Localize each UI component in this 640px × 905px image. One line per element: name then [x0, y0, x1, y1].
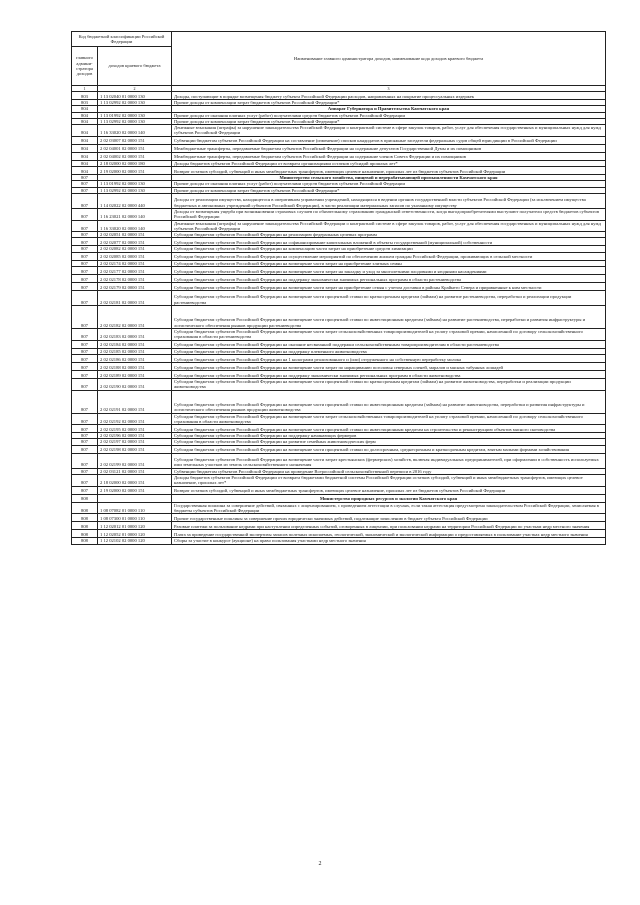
- table-row: [72, 370, 606, 378]
- revenue-code-cell: 1 13 02040 01 0000 130: [98, 92, 172, 100]
- revenue-codes-table: [71, 31, 606, 545]
- revenue-name-cell: Субвенции бюджетам субъектов Российской Федерации на составление (изменение) списков кандидатов в присяжные заседатели федеральных судов общей юрисдикции в Российской Федерации: [172, 136, 606, 144]
- revenue-code-cell: 2 02 02085 02 0000 151: [98, 252, 172, 260]
- revenue-code-cell: 1 13 02992 02 0000 130: [98, 100, 172, 106]
- revenue-code-cell: 2 02 02082 02 0000 151: [98, 246, 172, 252]
- admin-code-cell: 804: [72, 152, 98, 160]
- admin-code-cell: 804: [72, 112, 98, 118]
- revenue-code-cell: 1 08 07082 01 0000 110: [98, 502, 172, 514]
- revenue-code-cell: 2 18 02000 02 0000 151: [98, 475, 172, 487]
- revenue-name-cell: Субсидии бюджетам субъектов Российской Федерации на поддержку начинающих фермеров: [172, 433, 606, 439]
- revenue-name-cell: Государственная пошлина за совершение действий, связанных с лицензированием, с проведением аттестации в случаях, если такая аттестация предусмотрена законодательством Российской Федерации, зачисляемая в бюджеты субъектов Российской Федерации: [172, 502, 606, 514]
- table-row: [72, 193, 606, 208]
- admin-code-cell: 807: [72, 370, 98, 378]
- admin-code-cell: 804: [72, 160, 98, 166]
- revenue-code-cell: 2 02 04002 02 0000 151: [98, 152, 172, 160]
- table-row: [72, 538, 606, 544]
- revenue-name-cell: Сборы за участие в конкурсе (аукционе) на право пользования участками недр местного значения: [172, 538, 606, 544]
- revenue-code-cell: 2 02 02178 02 0000 151: [98, 275, 172, 283]
- revenue-name-cell: Межбюджетные трансферты, передаваемые бюджетам субъектов Российской Федерации на содержание депутатов Государственной Думы и их помощников: [172, 144, 606, 152]
- admin-code-cell: 807: [72, 232, 98, 238]
- column-number-2: 2: [98, 86, 172, 92]
- admin-code-cell: 803: [72, 100, 98, 106]
- revenue-code-cell: 2 02 02196 02 0000 151: [98, 433, 172, 439]
- table-row: [72, 152, 606, 160]
- table-row: [72, 167, 606, 175]
- revenue-name-cell: Субвенции бюджетам субъектов Российской Федерации на проведение Всероссийской сельскохозяйственной переписи в 2016 году: [172, 468, 606, 474]
- table-row: [72, 514, 606, 522]
- revenue-name-cell: Прочие доходы от компенсации затрат бюджетов субъектов Российской Федерации*: [172, 118, 606, 124]
- admin-code-cell: 808: [72, 538, 98, 544]
- revenue-name-cell: Возврат остатков субсидий, субвенций и иных межбюджетных трансфертов, имеющих целевое назначение, прошлых лет из бюджетов субъектов Российской Федерации: [172, 486, 606, 494]
- admin-code-cell: 804: [72, 144, 98, 152]
- revenue-code-cell: 1 16 33020 02 0000 140: [98, 220, 172, 232]
- revenue-code-cell: 2 02 02184 02 0000 151: [98, 340, 172, 348]
- admin-code-cell: 807: [72, 208, 98, 220]
- table-row: [72, 275, 606, 283]
- revenue-name-cell: Субсидии бюджетам субъектов Российской Федерации на оказание несвязанной поддержки сельскохозяйственным товаропроизводителям в области растениеводства: [172, 340, 606, 348]
- revenue-code-cell: 2 02 04001 02 0000 151: [98, 144, 172, 152]
- table-row: [72, 378, 606, 390]
- revenue-code-cell: 1 12 02052 01 0000 120: [98, 530, 172, 538]
- revenue-name-cell: Прочие доходы от компенсации затрат бюджетов субъектов Российской Федерации*: [172, 100, 606, 106]
- admin-code-cell: 807: [72, 193, 98, 208]
- revenue-code-cell: 2 02 02051 02 0000 151: [98, 232, 172, 238]
- admin-code-cell: 804: [72, 125, 98, 137]
- admin-code-cell: 807: [72, 413, 98, 425]
- revenue-name-cell: Субсидии бюджетам субъектов Российской Федерации на реализацию федеральных целевых программ: [172, 232, 606, 238]
- page-number: 2: [318, 861, 322, 867]
- revenue-name-cell: Субсидии бюджетам субъектов Российской Федерации на возмещение части затрат на приобретение семян с учетом доставки в районы Крайнего Севера и приравненные к ним местности: [172, 283, 606, 291]
- admin-code-cell: 807: [72, 181, 98, 187]
- admin-code-cell: 807: [72, 439, 98, 445]
- revenue-code-cell: 1 16 23021 02 0000 140: [98, 208, 172, 220]
- revenue-name-cell: Субсидии бюджетам субъектов Российской Федерации на софинансирование капитальных вложений в объекты государственной (муниципальной) собственности: [172, 238, 606, 246]
- revenue-name-cell: Субсидии бюджетам субъектов Российской Федерации на возмещение части процентной ставки по инвестиционным кредитам на строительство и реконструкцию объектов мясного скотоводства: [172, 425, 606, 433]
- revenue-name-cell: Аппарат Губернатора и Правительства Камчатского края: [172, 106, 606, 112]
- admin-code-cell: 803: [72, 92, 98, 100]
- table-row: [72, 413, 606, 425]
- admin-code-cell: 804: [72, 118, 98, 124]
- header-group-title: Код бюджетной классификации Российской Федерации: [72, 32, 172, 47]
- admin-code-cell: 804: [72, 167, 98, 175]
- revenue-name-cell: Прочие доходы от компенсации затрат бюджетов субъектов Российской Федерации*: [172, 187, 606, 193]
- admin-code-cell: 807: [72, 475, 98, 487]
- revenue-name-cell: Субсидии бюджетам субъектов Российской Федерации на поддержку экономически значимых региональных программ в области растениеводства: [172, 275, 606, 283]
- revenue-name-cell: Субсидии бюджетам субъектов Российской Федерации на возмещение части затрат на приобретение элитных семян: [172, 260, 606, 266]
- revenue-name-cell: Субсидии бюджетам субъектов Российской Федерации на возмещение части затрат на закладку и уход за многолетними плодовыми и ягодными насаждениями: [172, 267, 606, 275]
- admin-code-cell: 807: [72, 238, 98, 246]
- admin-code-cell: 807: [72, 291, 98, 306]
- header-row-group: [72, 32, 606, 47]
- table-row: [72, 267, 606, 275]
- revenue-name-cell: Субсидии бюджетам субъектов Российской Федерации на осуществление мероприятий по обеспечению жильем граждан Российской Федерации, проживающих в сельской местности: [172, 252, 606, 260]
- table-row: [72, 92, 606, 100]
- revenue-name-cell: Субсидии бюджетам субъектов Российской Федерации на возмещение части затрат сельскохозяйственных товаропроизводителей на уплату страховой премии, начисленной по договору сельскохозяйственного страхования в области растениеводства: [172, 329, 606, 341]
- revenue-code-cell: 2 02 02185 02 0000 151: [98, 348, 172, 354]
- admin-code-cell: 807: [72, 340, 98, 348]
- revenue-code-cell: 2 02 02174 02 0000 151: [98, 260, 172, 266]
- revenue-code-cell: 2 02 02077 02 0000 151: [98, 238, 172, 246]
- revenue-name-cell: Межбюджетные трансферты, передаваемые бюджетам субъектов Российской Федерации на содержание членов Совета Федерации и их помощников: [172, 152, 606, 160]
- admin-code-cell: 807: [72, 486, 98, 494]
- admin-code-cell: 807: [72, 362, 98, 370]
- admin-code-cell: 807: [72, 187, 98, 193]
- admin-code-cell: 807: [72, 348, 98, 354]
- revenue-name-cell: Субсидии бюджетам субъектов Российской Федерации на 1 килограмм реализованного и (или) отгруженного на собственную переработку молока: [172, 354, 606, 362]
- header-name-column: Наименование главного администратора доходов, наименование кода доходов краевого бюджета: [172, 32, 606, 86]
- revenue-code-cell: 2 02 02183 02 0000 151: [98, 329, 172, 341]
- section-row: [72, 494, 606, 502]
- revenue-code-cell: 2 02 02189 02 0000 151: [98, 370, 172, 378]
- revenue-code-cell: 2 02 02182 02 0000 151: [98, 306, 172, 329]
- revenue-name-cell: Субсидии бюджетам субъектов Российской Федерации на возмещение части затрат крестьянских (фермерских) хозяйств, включая индивидуальных предпринимателей, при оформлении в собственность используемых ими земельных участков из земель сельскохозяйственного назначения: [172, 453, 606, 468]
- table-row: [72, 220, 606, 232]
- admin-code-cell: 807: [72, 468, 98, 474]
- revenue-name-cell: Разовые платежи за пользование недрами при наступлении определенных событий, оговоренных в лицензии, при пользовании недрами на территории Российской Федерации по участкам недр местного значения: [172, 522, 606, 530]
- table-row: [72, 502, 606, 514]
- revenue-name-cell: Прочие доходы от оказания платных услуг (работ) получателями средств бюджетов субъектов Российской Федерации: [172, 181, 606, 187]
- table-row: [72, 144, 606, 152]
- revenue-code-cell: 2 02 02177 02 0000 151: [98, 267, 172, 275]
- admin-code-cell: 807: [72, 390, 98, 413]
- table-row: [72, 306, 606, 329]
- revenue-name-cell: Доходы от реализации имущества, находящегося в оперативном управлении учреждений, находящихся в ведении органов государственной власти субъектов Российской Федерации (за исключением имущества бюджетных и автономных учреждений субъектов Российской Федерации), в части реализации материальных запасов по указанному имуществу: [172, 193, 606, 208]
- revenue-code-cell: 2 02 02190 02 0000 151: [98, 378, 172, 390]
- revenue-name-cell: Субсидии бюджетам субъектов Российской Федерации на возмещение части процентной ставки по долгосрочным, среднесрочным и краткосрочным кредитам, взятым малыми формами хозяйствования: [172, 445, 606, 453]
- table-row: [72, 252, 606, 260]
- admin-code-cell: 807: [72, 425, 98, 433]
- revenue-name-cell: Субсидии бюджетам субъектов Российской Федерации на возмещение части затрат сельскохозяйственных товаропроизводителей на уплату страховой премии, начисленной по договору сельскохозяйственного страхования в области животноводства: [172, 413, 606, 425]
- admin-code-cell: 808: [72, 494, 98, 502]
- revenue-code-cell: 1 13 02992 02 0000 130: [98, 187, 172, 193]
- revenue-code-cell: 2 02 02195 02 0000 151: [98, 425, 172, 433]
- revenue-name-cell: Субсидии бюджетам субъектов Российской Федерации на возмещение части затрат по наращиванию поголовья северных оленей, маралов и мясных табунных лошадей: [172, 362, 606, 370]
- table-row: [72, 329, 606, 341]
- revenue-name-cell: Возврат остатков субсидий, субвенций и иных межбюджетных трансфертов, имеющих целевое назначение, прошлых лет из бюджетов субъектов Российской Федерации: [172, 167, 606, 175]
- revenue-code-cell: 1 16 33020 02 0000 140: [98, 125, 172, 137]
- header-code-column: доходов краевого бюджета: [98, 47, 172, 86]
- table-row: [72, 425, 606, 433]
- revenue-code-cell: 2 02 02199 02 0000 151: [98, 453, 172, 468]
- admin-code-cell: 807: [72, 445, 98, 453]
- revenue-code-cell: 1 12 02102 02 0000 120: [98, 538, 172, 544]
- admin-code-cell: 807: [72, 283, 98, 291]
- revenue-code-cell: 1 12 02012 01 0000 120: [98, 522, 172, 530]
- table-row: [72, 362, 606, 370]
- revenue-code-cell: [98, 494, 172, 502]
- admin-code-cell: 807: [72, 354, 98, 362]
- table-row: [72, 136, 606, 144]
- revenue-name-cell: Денежные взыскания (штрафы) за нарушение законодательства Российской Федерации о контрактной системе в сфере закупок товаров, работ, услуг для обеспечения государственных и муниципальных нужд для нужд субъектов Российской Федерации: [172, 125, 606, 137]
- table-row: [72, 522, 606, 530]
- revenue-name-cell: Доходы от возмещения ущерба при возникновении страховых случаев по обязательному страхованию гражданской ответственности, когда выгодоприобретателями выступают получатели средств бюджетов субъектов Российской Федерации: [172, 208, 606, 220]
- admin-code-cell: 807: [72, 246, 98, 252]
- revenue-code-cell: 2 02 02191 02 0000 151: [98, 390, 172, 413]
- admin-code-cell: 807: [72, 275, 98, 283]
- table-row: [72, 445, 606, 453]
- admin-code-cell: 807: [72, 252, 98, 260]
- table-row: [72, 453, 606, 468]
- admin-code-cell: 807: [72, 175, 98, 181]
- revenue-code-cell: 2 18 02000 02 0000 180: [98, 160, 172, 166]
- revenue-code-cell: 1 13 02992 02 0000 130: [98, 118, 172, 124]
- admin-code-cell: 808: [72, 502, 98, 514]
- admin-code-cell: 807: [72, 453, 98, 468]
- revenue-name-cell: Субсидии бюджетам субъектов Российской Федерации на возмещение части процентной ставки по краткосрочным кредитам (займам) на развитие животноводства, переработки и реализации продукции животноводства: [172, 378, 606, 390]
- revenue-name-cell: Плата за проведение государственной экспертизы запасов полезных ископаемых, геологической, экономической и экологической информации о предоставляемых в пользование участках недр местного значения: [172, 530, 606, 538]
- admin-code-cell: 804: [72, 106, 98, 112]
- admin-code-cell: 808: [72, 522, 98, 530]
- revenue-codes-sheet: [71, 31, 605, 545]
- revenue-code-cell: 2 02 02181 02 0000 151: [98, 291, 172, 306]
- table-row: [72, 390, 606, 413]
- revenue-code-cell: 2 02 02186 02 0000 151: [98, 354, 172, 362]
- table-row: [72, 208, 606, 220]
- table-row: [72, 354, 606, 362]
- revenue-code-cell: 1 08 07300 01 0000 110: [98, 514, 172, 522]
- revenue-code-cell: 2 02 02188 02 0000 151: [98, 362, 172, 370]
- revenue-code-cell: 2 02 02197 02 0000 151: [98, 439, 172, 445]
- revenue-name-cell: Субсидии бюджетам субъектов Российской Федерации на возмещение части процентной ставки по инвестиционным кредитам (займам) на развитие растениеводства, переработки и развития инфраструктуры и логистического обеспечения рынков продукции растениеводства: [172, 306, 606, 329]
- admin-code-cell: 807: [72, 220, 98, 232]
- table-row: [72, 475, 606, 487]
- revenue-code-cell: 1 14 02022 02 0000 440: [98, 193, 172, 208]
- table-row: [72, 283, 606, 291]
- table-row: [72, 125, 606, 137]
- revenue-name-cell: Субсидии бюджетам субъектов Российской Федерации на развитие семейных животноводческих ферм: [172, 439, 606, 445]
- admin-code-cell: 807: [72, 306, 98, 329]
- table-row: [72, 486, 606, 494]
- table-row: [72, 530, 606, 538]
- admin-code-cell: 807: [72, 329, 98, 341]
- revenue-name-cell: Министерство природных ресурсов и экологии Камчатского края: [172, 494, 606, 502]
- table-row: [72, 291, 606, 306]
- revenue-name-cell: Денежные взыскания (штрафы) за нарушение законодательства Российской Федерации о контрактной системе в сфере закупок товаров, работ, услуг для обеспечения государственных и муниципальных нужд для нужд субъектов Российской Федерации: [172, 220, 606, 232]
- revenue-name-cell: Субсидии бюджетам субъектов Российской Федерации на возмещение части процентной ставки по инвестиционным кредитам (займам) на развитие животноводства, переработки и развития инфраструктуры и логистического обеспечения рынков продукции животноводства: [172, 390, 606, 413]
- revenue-code-cell: 2 02 02179 02 0000 151: [98, 283, 172, 291]
- admin-code-cell: 807: [72, 260, 98, 266]
- column-number-1: 1: [72, 86, 98, 92]
- revenue-code-cell: 1 13 01992 02 0000 130: [98, 112, 172, 118]
- revenue-name-cell: Прочие государственные пошлины за совершение прочих юридически значимых действий, подлежащие зачислению в бюджет субъекта Российской Федерации: [172, 514, 606, 522]
- revenue-name-cell: Субсидии бюджетам субъектов Российской Федерации на поддержку экономически значимых региональных программ в области животноводства: [172, 370, 606, 378]
- revenue-code-cell: 2 02 02192 02 0000 151: [98, 413, 172, 425]
- revenue-name-cell: Субсидии бюджетам субъектов Российской Федерации на поддержку племенного животноводства: [172, 348, 606, 354]
- revenue-code-cell: 2 02 03121 02 0000 151: [98, 468, 172, 474]
- revenue-name-cell: Доходы бюджетов субъектов Российской Федерации от возврата организациями остатков субсидий прошлых лет*: [172, 160, 606, 166]
- admin-code-cell: 807: [72, 433, 98, 439]
- table-row: [72, 238, 606, 246]
- header-admin-column: главного админи-стратора доходов: [72, 47, 98, 86]
- revenue-code-cell: 2 19 02000 02 0000 151: [98, 486, 172, 494]
- revenue-code-cell: 1 13 01992 02 0000 130: [98, 181, 172, 187]
- column-number-3: 3: [172, 86, 606, 92]
- admin-code-cell: 808: [72, 514, 98, 522]
- table-body: [72, 92, 606, 545]
- revenue-name-cell: Доходы, поступающие в порядке возмещения бюджету субъекта Российской Федерации расходов, направленных на покрытие процессуальных издержек: [172, 92, 606, 100]
- revenue-name-cell: Прочие доходы от оказания платных услуг (работ) получателями средств бюджетов субъектов Российской Федерации: [172, 112, 606, 118]
- admin-code-cell: 808: [72, 530, 98, 538]
- table-row: [72, 340, 606, 348]
- revenue-code-cell: 2 19 02000 02 0000 151: [98, 167, 172, 175]
- revenue-code-cell: 2 02 03007 02 0000 151: [98, 136, 172, 144]
- revenue-name-cell: Министерство сельского хозяйства, пищевой и перерабатывающей промышленности Камчатского края: [172, 175, 606, 181]
- admin-code-cell: 807: [72, 267, 98, 275]
- revenue-name-cell: Субсидии бюджетам субъектов Российской Федерации на компенсацию части затрат на приобретение средств химизации: [172, 246, 606, 252]
- admin-code-cell: 804: [72, 136, 98, 144]
- admin-code-cell: 807: [72, 378, 98, 390]
- revenue-code-cell: 2 02 02198 02 0000 151: [98, 445, 172, 453]
- revenue-name-cell: Доходы бюджетов субъектов Российской Федерации от возврата бюджетами бюджетной системы Российской Федерации остатков субсидий, субвенций и иных межбюджетных трансфертов, имеющих целевое назначение, прошлых лет*: [172, 475, 606, 487]
- revenue-name-cell: Субсидии бюджетам субъектов Российской Федерации на возмещение части процентной ставки по краткосрочным кредитам (займам) на развитие растениеводства, переработки и реализации продукции растениеводства: [172, 291, 606, 306]
